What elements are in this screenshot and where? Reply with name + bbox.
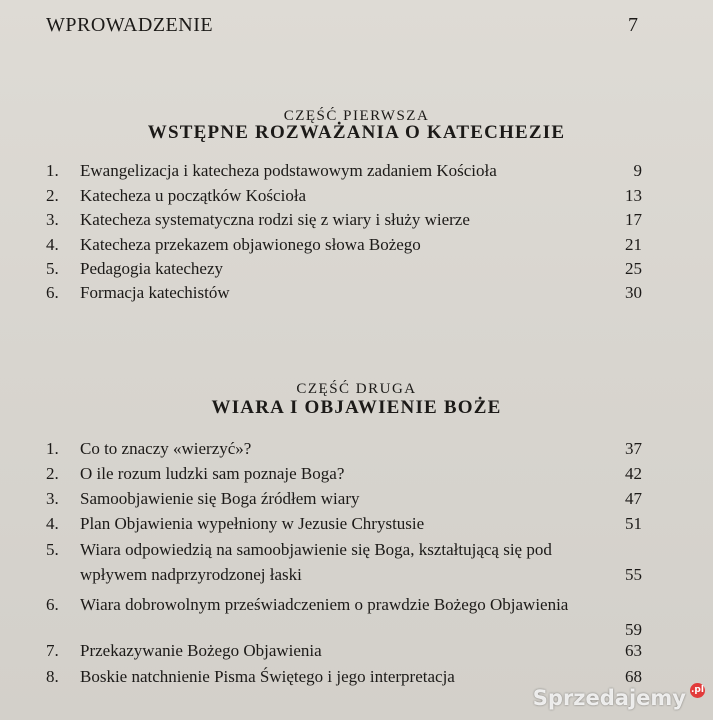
entry-number: 8. (46, 667, 59, 686)
entry-title: Katecheza przekazem objawionego słowa Bożego (80, 235, 421, 254)
entry-page: 37 (625, 439, 642, 458)
entry-page: 30 (625, 283, 642, 302)
entry-number: 5. (46, 540, 59, 559)
toc-header-row (46, 14, 638, 44)
entry-page: 59 (625, 620, 642, 639)
entry-page: 63 (625, 641, 642, 660)
entry-number: 2. (46, 464, 59, 483)
entry-page: 13 (625, 186, 642, 205)
entry-title: Co to znaczy «wierzyć»? (80, 439, 252, 458)
entry-page: 25 (625, 259, 642, 278)
toc-entry (46, 638, 642, 663)
entry-title: Samoobjawienie się Boga źródłem wiary (80, 489, 360, 508)
entry-title: Katecheza systematyczna rodzi się z wiary i służy wierze (80, 210, 470, 229)
toc-entry (46, 461, 642, 486)
entry-number: 1. (46, 439, 59, 458)
entry-title: Przekazywanie Bożego Objawienia (80, 641, 322, 660)
entry-title: Boskie natchnienie Pisma Świętego i jego interpretacja (80, 667, 455, 686)
part-one-label: CZĘŚĆ PIERWSZA (283, 108, 430, 124)
entry-title: Katecheza u początków Kościoła (80, 186, 307, 205)
toc-entry (46, 232, 642, 257)
entry-page: 47 (625, 489, 642, 508)
toc-entry (46, 436, 642, 461)
entry-title: Wiara dobrowolnym przeświadczeniem o prawdzie Bożego Objawienia (80, 595, 569, 614)
sprzedajemy-watermark (533, 686, 705, 710)
toc-entry (46, 592, 642, 642)
entry-number: 7. (46, 641, 59, 660)
toc-entry (46, 280, 642, 305)
entry-page: 55 (625, 565, 642, 584)
entry-page: 17 (625, 210, 642, 229)
watermark-text: Sprzedajemy (532, 686, 686, 710)
introduction-title: WPROWADZENIE (46, 14, 214, 36)
part-two-title: WIARA I OBJAWIENIE BOŻE (211, 397, 502, 418)
entry-number: 1. (46, 161, 59, 180)
entry-number: 3. (46, 210, 59, 229)
entry-number: 4. (46, 235, 59, 254)
entry-title: Formacja katechistów (80, 283, 230, 302)
entry-number: 6. (46, 283, 59, 302)
part-two-label: CZĘŚĆ DRUGA (296, 381, 417, 397)
entry-page: 9 (633, 161, 642, 180)
entry-title: Pedagogia katechezy (80, 259, 224, 278)
toc-entry (46, 256, 642, 281)
entry-title: Wiara odpowiedzią na samoobjawienie się Boga, kształtującą się pod wpływem nadprzyrodzonej łaski (80, 540, 552, 584)
entry-page: 42 (625, 464, 642, 483)
entry-number: 5. (46, 259, 59, 278)
entry-number: 3. (46, 489, 59, 508)
toc-entry (46, 158, 642, 183)
entry-page: 51 (625, 514, 642, 533)
entry-title: Ewangelizacja i katecheza podstawowym zadaniem Kościoła (80, 161, 497, 180)
entry-page: 21 (625, 235, 642, 254)
toc-entry (46, 511, 642, 536)
toc-entry (46, 207, 642, 232)
toc-entry (46, 537, 642, 587)
toc-entry (46, 183, 642, 208)
entry-title: O ile rozum ludzki sam poznaje Boga? (80, 464, 345, 483)
watermark-badge: .pl (690, 683, 705, 698)
entry-title: Plan Objawienia wypełniony w Jezusie Chrystusie (80, 514, 425, 533)
toc-entry (46, 486, 642, 511)
introduction-page-number: 7 (628, 14, 638, 36)
entry-number: 4. (46, 514, 59, 533)
entry-number: 6. (46, 595, 59, 614)
part-one-title: WSTĘPNE ROZWAŻANIA O KATECHEZIE (147, 122, 566, 143)
entry-page: 68 (625, 667, 642, 686)
entry-number: 2. (46, 186, 59, 205)
